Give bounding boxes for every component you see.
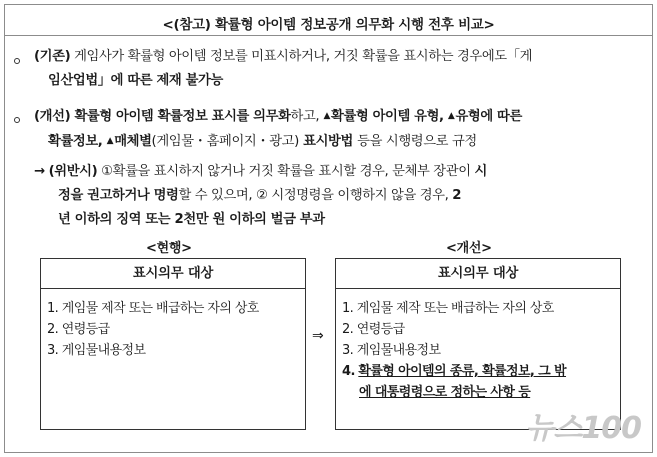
improved-item-4 xyxy=(342,361,620,382)
current-item-1: 1. 게임물 제작 또는 배급하는 자의 상호 xyxy=(47,301,259,316)
violation-l1-b: 시 xyxy=(474,164,487,179)
after-l1-d: 유형에 따른 xyxy=(455,109,522,124)
current-item-3: 3. 게임물내용정보 xyxy=(47,343,146,358)
compare-arrow-icon: ⇒ xyxy=(312,328,324,344)
before-text-line2: 임산업법」에 따른 제재 불가능 xyxy=(48,73,223,88)
after-l1-a: 확률형 아이템 확률정보 표시를 의무화 xyxy=(74,109,291,124)
improved-item-1: 1. 게임물 제작 또는 배급하는 자의 상호 xyxy=(342,301,554,316)
improved-item-2: 2. 연령등급 xyxy=(342,322,405,337)
current-table-header: 표시의무 대상 xyxy=(41,259,305,289)
current-item-2: 2. 연령등급 xyxy=(47,322,110,337)
violation-l2-b: 할 수 있으며, ② 시정명령을 이행하지 않을 경우, xyxy=(178,188,449,203)
improved-item-4-line2: 에 대통령령으로 정하는 사항 등 xyxy=(359,385,531,400)
before-paragraph xyxy=(34,45,532,93)
improved-item-4-number: 4. xyxy=(342,364,355,379)
triangle-icon: ▲ xyxy=(106,136,114,146)
violation-l3: 년 이하의 징역 또는 2천만 원 이하의 벌금 부과 xyxy=(58,212,325,227)
triangle-icon: ▲ xyxy=(447,111,455,121)
after-l2-d: 표시방법 xyxy=(303,134,353,149)
after-l1-c: 확률형 아이템 유형, xyxy=(331,109,444,124)
after-label: (개선) xyxy=(34,109,71,124)
watermark-logo: 뉴스100 xyxy=(525,411,641,446)
improved-item-4-line1: 확률형 아이템의 종류, 확률정보, 그 밖 xyxy=(358,364,567,379)
current-table xyxy=(40,258,306,430)
after-l2-c: (게임물・홈페이지・광고) xyxy=(151,134,299,149)
violation-l2-a: 정을 권고하거나 명령 xyxy=(58,188,179,203)
after-l2-e: 등을 시행령으로 규정 xyxy=(357,134,477,149)
bullet-icon xyxy=(14,117,20,123)
current-column-label: <현행> xyxy=(146,241,192,256)
before-text-line1: 게임사가 확률형 아이템 정보를 미표시하거나, 거짓 확률을 표시하는 경우에도「게 xyxy=(74,49,533,64)
violation-paragraph xyxy=(34,160,487,232)
after-l2-b: 매체별 xyxy=(114,134,152,149)
after-paragraph xyxy=(34,104,522,154)
violation-l1-a: ①확률을 표시하지 않거나 거짓 확률을 표시할 경우, 문체부 장관이 xyxy=(101,164,471,179)
improved-column-label: <개선> xyxy=(446,241,492,256)
before-label: (기존) xyxy=(34,49,71,64)
after-l2-a: 확률정보, xyxy=(48,134,103,149)
violation-l2-c: 2 xyxy=(452,188,462,203)
improved-item-4-cont xyxy=(342,382,620,403)
after-l1-b: 하고, xyxy=(290,109,320,124)
violation-arrow: → xyxy=(34,164,45,179)
violation-label: (위반시) xyxy=(48,164,98,179)
page-title: <(참고) 확률형 아이템 정보공개 의무화 시행 전후 비교> xyxy=(162,17,495,33)
improved-table-header: 표시의무 대상 xyxy=(336,259,620,289)
title-divider xyxy=(5,35,652,36)
triangle-icon: ▲ xyxy=(323,111,331,121)
bullet-icon xyxy=(14,58,20,64)
improved-item-3: 3. 게임물내용정보 xyxy=(342,343,441,358)
